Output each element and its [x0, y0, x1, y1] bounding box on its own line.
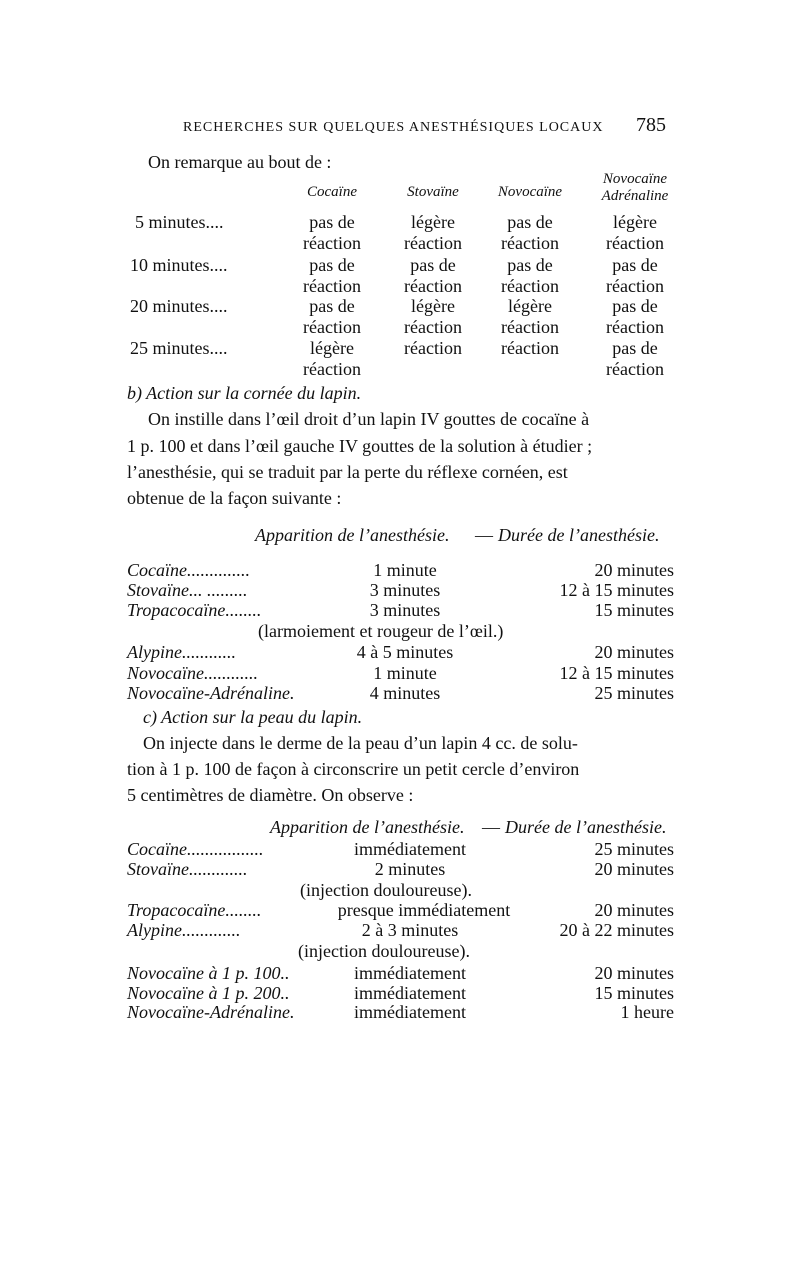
table-cell: pas de [309, 212, 355, 232]
table-cell: réaction [606, 276, 664, 296]
section-c-line: 5 centimètres de diamètre. On observe : [127, 785, 414, 805]
table-cell: pas de [612, 338, 658, 358]
duration-value: 20 minutes [594, 560, 674, 580]
onset-value: 3 minutes [369, 600, 441, 620]
drug-name: Novocaïne............ [127, 663, 258, 683]
onset-value: 2 minutes [374, 859, 446, 879]
table-cell: pas de [612, 255, 658, 275]
table-cell: légère [411, 212, 455, 232]
table-cell: réaction [501, 276, 559, 296]
section-c-title: c) Action sur la peau du lapin. [143, 707, 363, 727]
drug-name: Tropacocaïne........ [127, 600, 262, 620]
drug-name: Tropacocaïne........ [127, 900, 262, 920]
table2-col-duration: Durée de l’anesthésie. [498, 525, 660, 545]
duration-value: 25 minutes [594, 839, 674, 859]
table-row-label: 10 minutes.... [130, 255, 228, 275]
drug-name: Stovaïne... ......... [127, 580, 248, 600]
drug-name: Alypine............. [127, 920, 241, 940]
duration-value: 20 minutes [594, 642, 674, 662]
table2-col-onset: Apparition de l’anesthésie. [255, 525, 450, 545]
table3-col-duration: Durée de l’anesthésie. [505, 817, 667, 837]
table-cell: réaction [404, 233, 462, 253]
table-cell: réaction [501, 338, 559, 358]
table3-note: (injection douloureuse). [300, 880, 472, 900]
table-cell: réaction [303, 359, 361, 379]
table-cell: réaction [404, 276, 462, 296]
duration-value: 20 à 22 minutes [559, 920, 674, 940]
onset-value: immédiatement [354, 963, 466, 983]
table-cell: légère [613, 212, 657, 232]
table-cell: réaction [303, 276, 361, 296]
onset-value: 4 minutes [369, 683, 441, 703]
table-cell: pas de [612, 296, 658, 316]
table-cell: réaction [606, 317, 664, 337]
intro-text: On remarque au bout de : [148, 152, 332, 172]
table3-col-separator: — [482, 817, 500, 837]
table-row-label: 5 minutes.... [135, 212, 224, 232]
drug-name: Novocaïne à 1 p. 200.. [127, 983, 290, 1003]
table-cell: réaction [404, 338, 462, 358]
table-cell: pas de [507, 212, 553, 232]
section-b-line: 1 p. 100 et dans l’œil gauche IV gouttes de la solution à étudier ; [127, 436, 593, 456]
table-cell: pas de [410, 255, 456, 275]
onset-value: immédiatement [354, 983, 466, 1003]
col-header-novocaine: Novocaïne [497, 184, 563, 200]
table-cell: pas de [309, 255, 355, 275]
table-cell: réaction [303, 317, 361, 337]
onset-value: 2 à 3 minutes [361, 920, 459, 940]
duration-value: 1 heure [620, 1002, 674, 1022]
table3-note: (injection douloureuse). [298, 941, 470, 961]
drug-name: Novocaïne à 1 p. 100.. [127, 963, 290, 983]
table-cell: légère [508, 296, 552, 316]
col-header-stovaine: Stovaïne [407, 184, 459, 200]
drug-name: Novocaïne-Adrénaline. [127, 1002, 295, 1022]
section-b-title: b) Action sur la cornée du lapin. [127, 383, 362, 403]
duration-value: 25 minutes [594, 683, 674, 703]
table-cell: réaction [606, 233, 664, 253]
col-header-cocaine: Cocaïne [307, 184, 357, 200]
drug-name: Novocaïne-Adrénaline. [127, 683, 295, 703]
section-c-line: tion à 1 p. 100 de façon à circonscrire un petit cercle d’environ [127, 759, 580, 779]
duration-value: 15 minutes [594, 983, 674, 1003]
table-cell: pas de [309, 296, 355, 316]
onset-value: 4 à 5 minutes [356, 642, 454, 662]
running-title: RECHERCHES SUR QUELQUES ANESTHÉSIQUES LOCAUX [183, 120, 604, 135]
section-b-line: On instille dans l’œil droit d’un lapin IV gouttes de cocaïne à [148, 409, 590, 429]
page-number: 785 [636, 114, 666, 136]
table-cell: réaction [501, 317, 559, 337]
duration-value: 20 minutes [594, 859, 674, 879]
duration-value: 12 à 15 minutes [559, 580, 674, 600]
table-cell: légère [310, 338, 354, 358]
onset-value: immédiatement [354, 839, 466, 859]
table-row-label: 25 minutes.... [130, 338, 228, 358]
drug-name: Alypine............ [127, 642, 236, 662]
col-header-novocaine-adr-1: Novocaïne [602, 171, 668, 187]
onset-value: presque immédiatement [337, 900, 511, 920]
section-b-line: l’anesthésie, qui se traduit par la perte du réflexe cornéen, est [127, 462, 568, 482]
table-cell: pas de [507, 255, 553, 275]
onset-value: 1 minute [373, 560, 437, 580]
table2-note: (larmoiement et rougeur de l’œil.) [258, 621, 504, 641]
table2-col-separator: — [475, 525, 493, 545]
col-header-novocaine-adr-2: Adrénaline [601, 188, 669, 204]
drug-name: Cocaïne................. [127, 839, 264, 859]
drug-name: Stovaïne............. [127, 859, 248, 879]
table-cell: réaction [404, 317, 462, 337]
section-b-line: obtenue de la façon suivante : [127, 488, 342, 508]
onset-value: 3 minutes [369, 580, 441, 600]
table-cell: réaction [606, 359, 664, 379]
section-c-line: On injecte dans le derme de la peau d’un lapin 4 cc. de solu- [143, 733, 578, 753]
duration-value: 12 à 15 minutes [559, 663, 674, 683]
duration-value: 15 minutes [594, 600, 674, 620]
table-cell: réaction [303, 233, 361, 253]
duration-value: 20 minutes [594, 963, 674, 983]
onset-value: immédiatement [354, 1002, 466, 1022]
drug-name: Cocaïne.............. [127, 560, 250, 580]
table3-col-onset: Apparition de l’anesthésie. [270, 817, 465, 837]
onset-value: 1 minute [373, 663, 437, 683]
table-cell: légère [411, 296, 455, 316]
table-cell: réaction [501, 233, 559, 253]
duration-value: 20 minutes [594, 900, 674, 920]
table-row-label: 20 minutes.... [130, 296, 228, 316]
